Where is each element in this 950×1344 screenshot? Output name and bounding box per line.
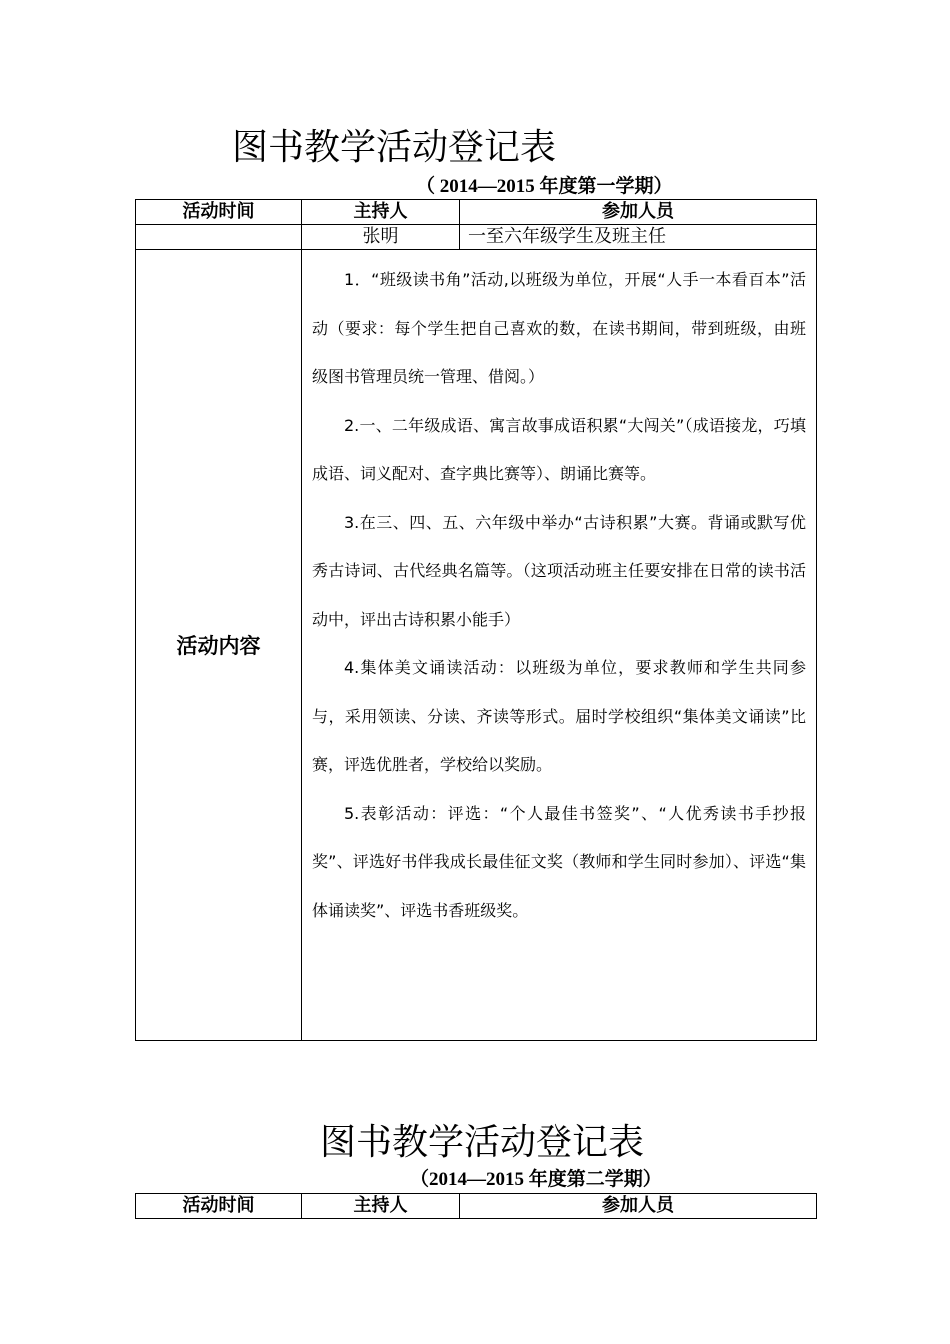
content-item-3: 3.在三、四、五、六年级中举办“古诗积累”大赛。背诵或默写优秀古诗词、古代经典名篇等。（这项活动班主任要安排在日常的读书活动中，评出古诗积累小能手） — [312, 512, 806, 629]
content-label: 活动内容 — [136, 250, 302, 1041]
form2-header-activity-time: 活动时间 — [136, 1194, 302, 1219]
form1-value-row — [136, 225, 817, 250]
form2-subtitle: （2014—2015 年度第二学期） — [410, 1169, 662, 1190]
content-item-2: 2.一、二年级成语、寓言故事成语积累“大闯关”（成语接龙，巧填成语、词义配对、查字典比赛等）、朗诵比赛等。 — [312, 415, 806, 483]
form2-header-row — [136, 1194, 817, 1219]
content-cell — [302, 250, 817, 1041]
form1-title: 图书教学活动登记表 — [232, 127, 557, 168]
content-item-4: 4.集体美文诵读活动：以班级为单位，要求教师和学生共同参与，采用领读、分读、齐读等形式。届时学校组织“集体美文诵读”比赛，评选优胜者，学校给以奖励。 — [312, 658, 806, 774]
form1-table — [135, 199, 817, 1041]
form2-title: 图书教学活动登记表 — [320, 1122, 645, 1163]
host-value: 张明 — [302, 225, 460, 250]
form2-header-host: 主持人 — [302, 1194, 460, 1219]
content-item-1: 1．“班级读书角”活动,以班级为单位，开展“人手一本看百本”活动（要求：每个学生把自己喜欢的数，在读书期间，带到班级，由班级图书管理员统一管理、借阅。） — [312, 270, 806, 386]
header-host: 主持人 — [302, 200, 460, 225]
header-activity-time: 活动时间 — [136, 200, 302, 225]
form2-table — [135, 1193, 817, 1219]
participants-value: 一至六年级学生及班主任 — [460, 225, 817, 250]
form2-header-participants: 参加人员 — [460, 1194, 817, 1219]
form1-subtitle: （ 2014—2015 年度第一学期） — [416, 176, 673, 197]
activity-time-value — [136, 225, 302, 250]
content-item-5: 5.表彰活动：评选：“个人最佳书签奖”、“人优秀读书手抄报奖”、评选好书伴我成长最佳征文奖（教师和学生同时参加）、评选“集体诵读奖”、评选书香班级奖。 — [312, 803, 806, 920]
header-participants: 参加人员 — [460, 200, 817, 225]
form1-content-row — [136, 250, 817, 1041]
form1-header-row — [136, 200, 817, 225]
